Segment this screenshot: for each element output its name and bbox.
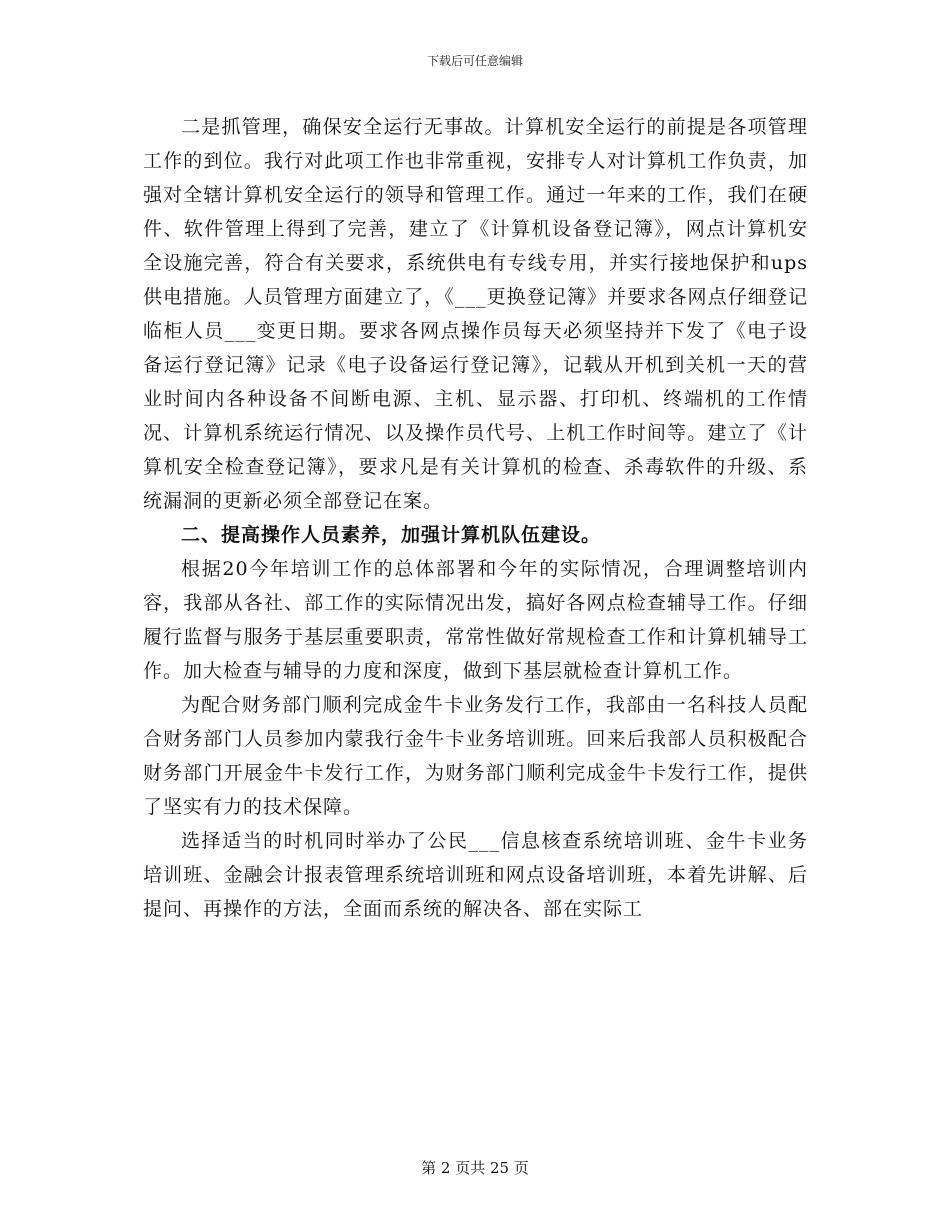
paragraph-training-classes: 选择适当的时机同时举办了公民___信息核查系统培训班、金牛卡业务培训班、金融会计报表管理系统培训班和网点设备培训班，本着先讲解、后提问、再操作的方法，全面而系统的解决各、部在实际工 (143, 830, 808, 920)
page-number-footer: 第 2 页共 25 页 (421, 1159, 529, 1177)
section-heading-training: 二、提高操作人员素养，加强计算机队伍建设。 (181, 524, 602, 546)
paragraph-management: 二是抓管理，确保安全运行无事故。计算机安全运行的前提是各项管理工作的到位。我行对此项工作也非常重视，安排专人对计算机工作负责，加强对全辖计算机安全运行的领导和管理工作。通过一年来的工作，我们在硬件、软件管理上得到了完善，建立了《计算机设备登记簿》，网点计算机安全设施完善，符合有关要求，系统供电有专线专用，并实行接地保护和ups供电措施。人员管理方面建立了，《___更换登记簿》并要求各网点仔细登记临柜人员___变更日期。要求各网点操作员每天必须坚持并下发了《电子设备运行登记簿》记录《电子设备运行登记簿》，记载从开机到关机一天的营业时间内各种设备不间断电源、主机、显示器、打印机、终端机的工作情况、计算机系统运行情况、以及操作员代号、上机工作时间等。建立了《计算机安全检查登记簿》，要求凡是有关计算机的检查、杀毒软件的升级、系统漏洞的更新必须全部登记在案。 (143, 116, 808, 512)
paragraph-training-plan: 根据20今年培训工作的总体部署和今年的实际情况，合理调整培训内容，我部从各社、部工作的实际情况出发，搞好各网点检查辅导工作。仔细履行监督与服务于基层重要职责，常常性做好常规检查工作和计算机辅导工作。加大检查与辅导的力度和深度，做到下基层就检查计算机工作。 (143, 558, 808, 682)
paragraph-card-business: 为配合财务部门顺利完成金牛卡业务发行工作，我部由一名科技人员配合财务部门人员参加内蒙我行金牛卡业务培训班。回来后我部人员积极配合财务部门开展金牛卡发行工作，为财务部门顺利完成金牛卡发行工作，提供了坚实有力的技术保障。 (143, 694, 808, 818)
page-header-note: 下载后可任意编辑 (426, 54, 523, 68)
document-body (143, 110, 808, 926)
